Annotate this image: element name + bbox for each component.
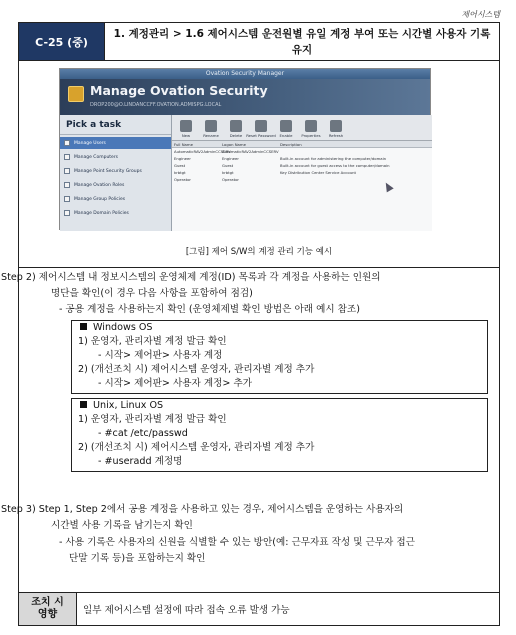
reset-password-icon bbox=[255, 120, 267, 132]
user-grid bbox=[172, 141, 432, 231]
windows-step1: 1) 운영자, 관리자별 계정 발급 확인 bbox=[78, 336, 227, 347]
content-area bbox=[1, 61, 499, 592]
task-icon bbox=[64, 210, 70, 216]
step3-bullet2: 단말 기록 등)을 포함하는지 확인 bbox=[69, 553, 206, 564]
enable-icon bbox=[280, 120, 292, 132]
unix-os-heading: Unix, Linux OS bbox=[72, 399, 487, 413]
enable-button[interactable]: Enable bbox=[275, 120, 297, 138]
section-divider bbox=[19, 267, 499, 268]
column-header[interactable]: Description bbox=[280, 142, 302, 147]
app-banner bbox=[60, 79, 430, 115]
properties-button[interactable]: Properties bbox=[300, 120, 322, 138]
user-list-pane bbox=[172, 115, 432, 231]
refresh-button[interactable]: Refresh bbox=[325, 120, 347, 138]
table-row[interactable]: Operator Operator bbox=[174, 177, 239, 182]
task-panel bbox=[60, 115, 172, 231]
impact-label bbox=[19, 593, 77, 625]
task-item-manage-computers[interactable]: Manage Computers bbox=[60, 151, 171, 163]
window-titlebar: Ovation Security Manager bbox=[60, 69, 430, 79]
toolbar bbox=[172, 115, 432, 141]
delete-button[interactable]: Delete bbox=[225, 120, 247, 138]
refresh-icon bbox=[330, 120, 342, 132]
windows-step2: 2) (개선조치 시) 제어시스템 운영자, 관리자별 계정 추가 bbox=[78, 364, 315, 375]
impact-label-line2: 영향 bbox=[37, 609, 58, 620]
task-panel-title: Pick a task bbox=[60, 115, 171, 135]
table-row[interactable]: Engineer Engineer Built-in account for administering the computer/domain bbox=[174, 156, 387, 161]
step3-bullet1: - 사용 기록은 사용자의 신원을 식별할 수 있는 방안(예: 근무자표 작성 및 근무자 접근 bbox=[59, 537, 415, 548]
unix-step2-command: - #useradd 계정명 bbox=[98, 456, 183, 467]
rename-button[interactable]: Rename bbox=[200, 120, 222, 138]
step3-line2: 시간별 사용 기록을 남기는지 확인 bbox=[51, 520, 193, 531]
table-row[interactable]: krbtgt krbtgt Key Distribution Center Service Account bbox=[174, 170, 357, 175]
app-subtitle: DROP200@O.LINDANCCFF.OVATION.ADMISPG.LOCAL bbox=[90, 102, 222, 108]
column-header[interactable]: Logon Name bbox=[222, 142, 246, 147]
square-bullet-icon bbox=[80, 401, 87, 408]
rename-icon bbox=[205, 120, 217, 132]
grid-header bbox=[172, 141, 432, 148]
task-icon bbox=[64, 182, 70, 188]
page-category-header: 제어시스템 bbox=[461, 10, 500, 19]
step3-line1: Step 3) Step 1, Step 2에서 공용 계정을 사용하고 있는 경우, 제어시스템을 운영하는 사용자의 bbox=[1, 504, 404, 515]
task-item-group-policies[interactable]: Manage Group Policies bbox=[60, 193, 171, 205]
windows-os-heading: Windows OS bbox=[72, 321, 487, 335]
table-row[interactable]: Guest Guest Built-in account for guest access to the computer/domain bbox=[174, 163, 390, 168]
task-item-domain-policies[interactable]: Manage Domain Policies bbox=[60, 207, 171, 219]
new-user-icon bbox=[180, 120, 192, 132]
windows-step1-path: - 시작> 제어판> 사용자 계정 bbox=[98, 350, 223, 361]
task-item-manage-users[interactable]: Manage Users bbox=[60, 137, 171, 149]
impact-row bbox=[19, 592, 499, 625]
task-icon bbox=[64, 168, 70, 174]
item-code: C-25 (중) bbox=[19, 23, 105, 60]
figure-caption: [그림] 제어 S/W의 계정 관리 기능 예시 bbox=[185, 247, 333, 257]
step2-line1: Step 2) 제어시스템 내 정보시스템의 운영체제 계정(ID) 목록과 각 계정을 사용하는 인원의 bbox=[1, 272, 381, 283]
security-manager-screenshot bbox=[59, 68, 431, 230]
step2-line2: 명단을 확인(이 경우 다음 사항을 포함하여 점검) bbox=[51, 288, 253, 299]
impact-label-line1: 조치 시 bbox=[31, 597, 64, 608]
task-icon bbox=[64, 140, 70, 146]
task-item-ovation-roles[interactable]: Manage Ovation Roles bbox=[60, 179, 171, 191]
reset-password-button[interactable]: Reset Password bbox=[250, 120, 272, 138]
new-button[interactable]: New bbox=[175, 120, 197, 138]
unix-step2: 2) (개선조치 시) 제어시스템 운영자, 관리자별 계정 추가 bbox=[78, 442, 315, 453]
column-header[interactable]: Full Name bbox=[174, 142, 193, 147]
properties-icon bbox=[305, 120, 317, 132]
title-row bbox=[19, 23, 499, 61]
app-title: Manage Ovation Security bbox=[90, 83, 268, 98]
task-item-point-security-groups[interactable]: Manage Point Security Groups bbox=[60, 165, 171, 177]
windows-os-box bbox=[71, 320, 488, 394]
square-bullet-icon bbox=[80, 323, 87, 330]
impact-description: 일부 제어시스템 설정에 따라 접속 오류 발생 가능 bbox=[83, 605, 290, 616]
unix-step1: 1) 운영자, 관리자별 계정 발급 확인 bbox=[78, 414, 227, 425]
windows-step2-path: - 시작> 제어판> 사용자 계정> 추가 bbox=[98, 378, 253, 389]
unix-os-box bbox=[71, 398, 488, 472]
unix-step1-command: - #cat /etc/passwd bbox=[98, 428, 188, 439]
item-title: 1. 계정관리 > 1.6 제어시스템 운전원별 유일 계정 부여 또는 시간별 사용자 기록 유지 bbox=[113, 27, 491, 56]
task-icon bbox=[64, 196, 70, 202]
table-row[interactable]: AutomaticRAV2AdminCCSERV AutomaticRAV2AdminCCSERV bbox=[174, 149, 279, 154]
checklist-table bbox=[1, 22, 500, 626]
step2-bullet: - 공용 계정을 사용하는지 확인 (운영체제별 확인 방법은 아래 예시 참조) bbox=[59, 304, 360, 315]
delete-icon bbox=[230, 120, 242, 132]
task-icon bbox=[64, 154, 70, 160]
security-shield-icon bbox=[68, 86, 84, 102]
